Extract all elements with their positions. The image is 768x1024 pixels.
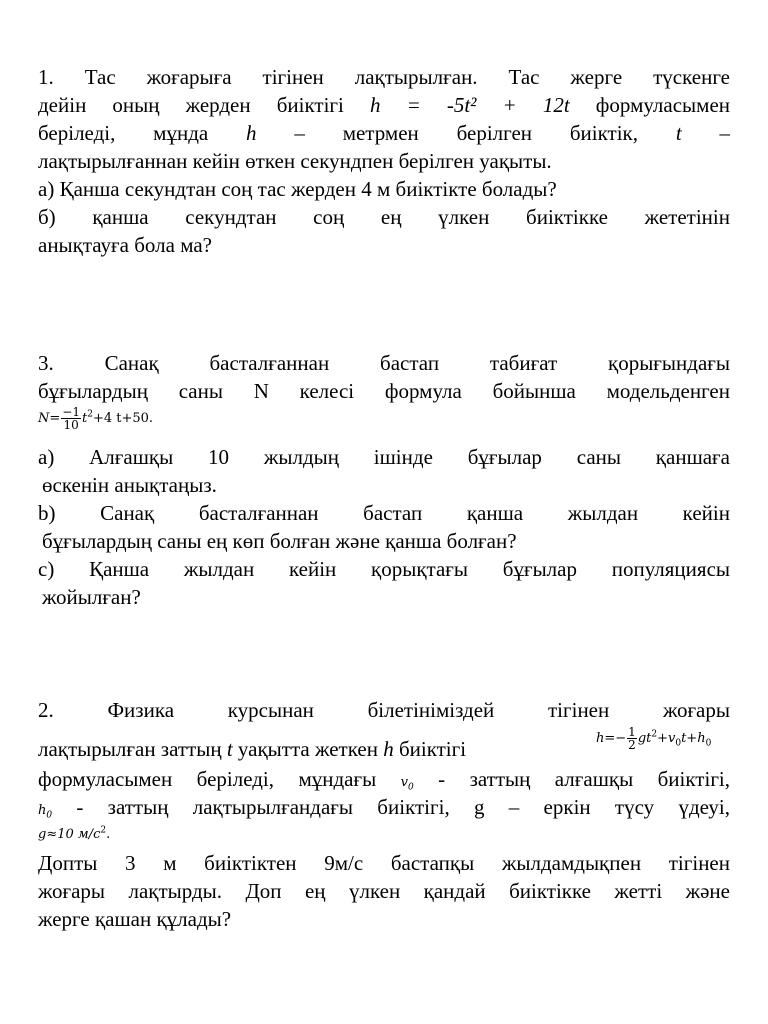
- formula-part: .: [106, 827, 111, 843]
- variable-h: h: [38, 803, 47, 818]
- subscript: 0: [408, 782, 414, 793]
- problem1-text: лақтырылғаннан кейін өткен секундпен берілген уақыты.: [38, 149, 552, 173]
- formula-unit: м/с: [77, 827, 101, 843]
- problem1-text: формуласымен: [595, 93, 731, 117]
- problem2-text: уақытта жеткен: [237, 737, 378, 761]
- problem3-text: өскенін анықтаңыз.: [42, 473, 217, 497]
- problem3-text: c) Қанша жылдан кейін қорықтағы бұғылар популяциясы: [38, 557, 730, 581]
- problem1-text: беріледі, мұнда: [38, 121, 209, 145]
- problem2-text: Допты 3 м биіктіктен 9м/с бастапқы жылдамдықпен тігінен: [38, 851, 730, 875]
- formula-part: t+h: [681, 731, 706, 746]
- problem3-question-b2: [42, 528, 734, 554]
- problem3-line1: [38, 350, 730, 376]
- problem2-line5: [38, 820, 730, 848]
- subscript: 0: [675, 738, 682, 749]
- problem1-line1: [38, 64, 730, 90]
- problem1-text: 1. Тас жоғарыға тігінен лақтырылған. Тас жерге түскенге: [38, 65, 730, 89]
- problem2-text: биіктігі: [398, 737, 467, 761]
- problem3-question-c1: [38, 556, 730, 582]
- formula-g: [38, 822, 110, 848]
- problem1-formula: h = -5t² + 12t: [369, 93, 570, 117]
- problem1-question-b: [38, 204, 730, 230]
- fraction: [627, 726, 637, 751]
- problem2-text: 2. Физика курсынан білетініміздей тігінен жоғары: [38, 698, 730, 722]
- problem1-line4: [38, 148, 730, 174]
- fraction-denominator: 2: [628, 738, 636, 752]
- formula-part: t: [81, 411, 88, 427]
- variable-t: t: [226, 737, 233, 761]
- problem3-formula: [38, 404, 730, 438]
- problem1-line7: [38, 232, 730, 258]
- formula-height: [596, 726, 711, 751]
- problem1-question-a: [38, 176, 730, 202]
- problem3-text: b) Санақ басталғаннан бастап қанша жылдан кейін: [38, 501, 730, 525]
- problem3-text: a) Алғашқы 10 жылдың ішінде бұғылар саны қаншаға: [38, 445, 730, 469]
- problem1-text: б) қанша секундтан соң ең үлкен биіктікке жететінін: [38, 205, 730, 229]
- fraction-denominator: 10: [63, 418, 79, 433]
- problem2-line2: [38, 736, 588, 762]
- problem3-text: жойылған?: [42, 585, 141, 609]
- formula-N: [38, 406, 153, 432]
- exponent: 2: [651, 729, 658, 740]
- problem1-text: анықтауға бола ма?: [38, 233, 212, 257]
- problem2-line3: [38, 766, 730, 796]
- problem1-text: –: [719, 121, 731, 145]
- fraction: [61, 406, 81, 431]
- subscript: 0: [705, 738, 712, 749]
- problem3-question-c2: [42, 584, 734, 610]
- problem3-text: бұғылардың саны N келесі формула бойынша модельденген: [38, 379, 730, 403]
- subscript: 0: [46, 810, 53, 821]
- problem2-text: жоғары лақтырды. Доп ең үлкен қандай биіктікке жетті және: [38, 879, 730, 903]
- problem3-text: 3. Санақ басталғаннан бастап табиғат қорығындағы: [38, 351, 730, 375]
- problem3-question-b1: [38, 500, 730, 526]
- variable-h0: [38, 803, 53, 821]
- variable-h: h: [246, 121, 257, 145]
- variable-v: v: [400, 775, 408, 790]
- problem3-line2: [38, 378, 730, 404]
- exponent: 2: [100, 825, 107, 836]
- formula-part: +4 t+50.: [92, 411, 154, 427]
- formula-part: gt: [637, 731, 652, 746]
- problem2-text: - заттың алғашқы биіктігі,: [438, 767, 731, 791]
- variable-t: t: [675, 121, 682, 145]
- formula-part: h=−: [596, 731, 627, 746]
- problem2-line1: [38, 697, 730, 723]
- problem1-line3: [38, 120, 730, 146]
- problem1-text: дейін оның жерден биіктігі: [38, 93, 344, 117]
- problem1-text: а) Қанша секундтан соң тас жерден 4 м биіктікте болады?: [38, 177, 557, 201]
- formula-part: g≈10: [38, 827, 74, 843]
- problem1-text: – метрмен берілген биіктік,: [294, 121, 639, 145]
- variable-h: h: [383, 737, 394, 761]
- problem2-line6: [38, 850, 730, 876]
- fraction-numerator: 1: [628, 725, 636, 739]
- problem2-line7: [38, 878, 730, 904]
- problem3-question-a1: [38, 444, 730, 470]
- formula-h: [596, 726, 711, 751]
- formula-part: +v: [657, 731, 676, 746]
- problem2-text: - заттың лақтырылғандағы биіктігі, g – еркін түсу үдеуі,: [76, 795, 731, 819]
- problem2-text: лақтырылған заттың: [38, 737, 222, 761]
- problem1-line2: [38, 92, 730, 118]
- problem3-text: бұғылардың саны ең көп болған және қанша болған?: [42, 529, 517, 553]
- variable-v0: [400, 775, 414, 793]
- problem2-text: жерге қашан құлады?: [38, 907, 232, 931]
- formula-part: N=: [38, 411, 61, 427]
- problem2-line8: [38, 906, 730, 932]
- exponent: 2: [87, 409, 93, 420]
- problem3-question-a2: [42, 472, 734, 498]
- problem2-text: формуласымен беріледі, мұндағы: [38, 767, 377, 791]
- fraction-numerator: −1: [62, 405, 80, 420]
